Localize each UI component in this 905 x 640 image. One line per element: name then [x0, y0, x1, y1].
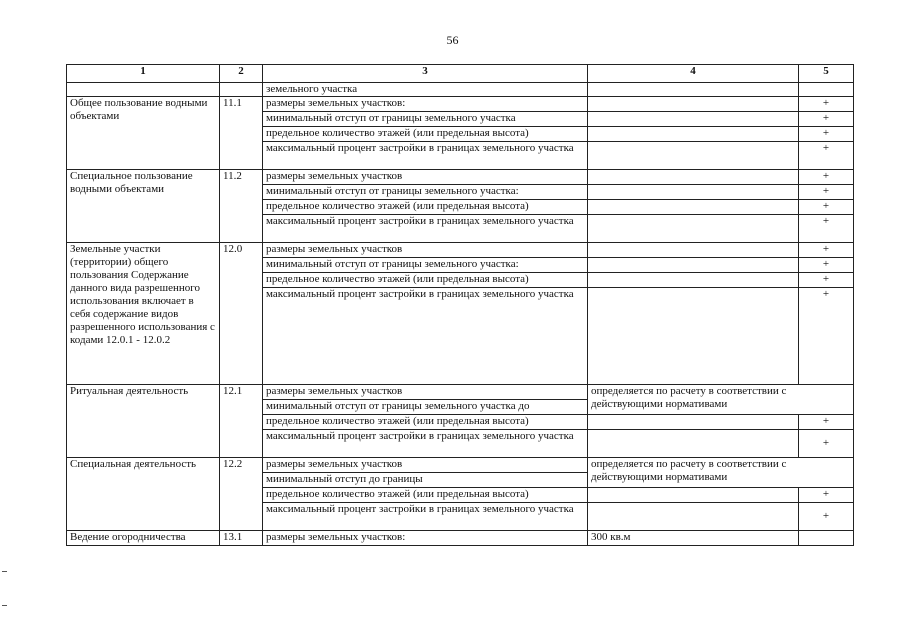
normative-note: определяется по расчету в соответствии с действующими нормативами	[588, 458, 854, 488]
param-cell: размеры земельных участков	[263, 385, 588, 400]
param-cell: предельное количество этажей (или предельная высота)	[263, 488, 588, 503]
mark-cell	[799, 83, 854, 97]
use-name: Ритуальная деятельность	[67, 385, 220, 458]
use-code: 12.0	[220, 243, 263, 385]
use-name: Специальная деятельность	[67, 458, 220, 531]
value-cell	[588, 83, 799, 97]
value-cell	[588, 258, 799, 273]
param-cell: предельное количество этажей (или предельная высота)	[263, 273, 588, 288]
mark-cell: +	[799, 258, 854, 273]
use-name	[67, 83, 220, 97]
param-cell: минимальный отступ от границы земельного участка	[263, 112, 588, 127]
param-cell: размеры земельных участков:	[263, 97, 588, 112]
value-cell	[588, 288, 799, 385]
value-cell	[588, 415, 799, 430]
param-cell: земельного участка	[263, 83, 588, 97]
column-header-4: 4	[588, 65, 799, 83]
param-cell: максимальный процент застройки в границах земельного участка	[263, 503, 588, 531]
mark-cell: +	[799, 142, 854, 170]
value-cell	[588, 200, 799, 215]
mark-cell: +	[799, 288, 854, 385]
value-cell	[588, 215, 799, 243]
column-header-5: 5	[799, 65, 854, 83]
page-number: 56	[446, 33, 459, 47]
column-header-1: 1	[67, 65, 220, 83]
param-cell: размеры земельных участков	[263, 458, 588, 473]
use-code	[220, 83, 263, 97]
use-name: Земельные участки (территории) общего пользования Содержание данного вида разрешенного использования включает в себя содержание видов разрешенного использования с кодами 12.0.1 - 12.0.2	[67, 243, 220, 385]
mark-cell: +	[799, 243, 854, 258]
param-cell: размеры земельных участков:	[263, 531, 588, 546]
value-cell	[588, 430, 799, 458]
column-header-2: 2	[220, 65, 263, 83]
value-cell	[588, 488, 799, 503]
value-cell	[588, 243, 799, 258]
table-row	[67, 97, 854, 112]
param-cell: предельное количество этажей (или предельная высота)	[263, 200, 588, 215]
table-row	[67, 170, 854, 185]
table-row	[67, 243, 854, 258]
use-name: Ведение огородничества	[67, 531, 220, 546]
use-code: 12.1	[220, 385, 263, 458]
param-cell: размеры земельных участков	[263, 170, 588, 185]
table-row	[67, 385, 854, 400]
param-cell: размеры земельных участков	[263, 243, 588, 258]
mark-cell: +	[799, 503, 854, 531]
mark-cell: +	[799, 415, 854, 430]
column-header-3: 3	[263, 65, 588, 83]
mark-cell: +	[799, 97, 854, 112]
param-cell: предельное количество этажей (или предельная высота)	[263, 415, 588, 430]
mark-cell: +	[799, 215, 854, 243]
param-cell: минимальный отступ от границы земельного участка:	[263, 258, 588, 273]
use-code: 13.1	[220, 531, 263, 546]
value-cell	[588, 503, 799, 531]
mark-cell: +	[799, 273, 854, 288]
zoning-table	[66, 64, 854, 546]
param-cell: максимальный процент застройки в границах земельного участка	[263, 288, 588, 385]
mark-cell: +	[799, 185, 854, 200]
param-cell: максимальный процент застройки в границах земельного участка	[263, 142, 588, 170]
mark-cell: +	[799, 488, 854, 503]
value-cell	[588, 97, 799, 112]
value-cell: 300 кв.м	[588, 531, 799, 546]
param-cell: максимальный процент застройки в границах земельного участка	[263, 430, 588, 458]
param-cell: минимальный отступ от границы земельного участка до	[263, 400, 588, 415]
value-cell	[588, 112, 799, 127]
value-cell	[588, 142, 799, 170]
mark-cell: +	[799, 127, 854, 142]
table-row	[67, 83, 854, 97]
param-cell: предельное количество этажей (или предельная высота)	[263, 127, 588, 142]
mark-cell	[799, 531, 854, 546]
param-cell: минимальный отступ от границы земельного участка:	[263, 185, 588, 200]
value-cell	[588, 170, 799, 185]
scan-edge-mark	[2, 605, 7, 606]
use-code: 11.1	[220, 97, 263, 170]
mark-cell: +	[799, 200, 854, 215]
table-row	[67, 458, 854, 473]
use-code: 12.2	[220, 458, 263, 531]
scan-edge-mark	[2, 571, 7, 572]
use-code: 11.2	[220, 170, 263, 243]
header-row	[67, 65, 854, 83]
mark-cell: +	[799, 430, 854, 458]
value-cell	[588, 273, 799, 288]
mark-cell: +	[799, 170, 854, 185]
normative-note: определяется по расчету в соответствии с действующими нормативами	[588, 385, 854, 415]
table-row	[67, 531, 854, 546]
use-name: Специальное пользование водными объектами	[67, 170, 220, 243]
param-cell: минимальный отступ до границы	[263, 473, 588, 488]
value-cell	[588, 127, 799, 142]
value-cell	[588, 185, 799, 200]
use-name: Общее пользование водными объектами	[67, 97, 220, 170]
param-cell: максимальный процент застройки в границах земельного участка	[263, 215, 588, 243]
mark-cell: +	[799, 112, 854, 127]
